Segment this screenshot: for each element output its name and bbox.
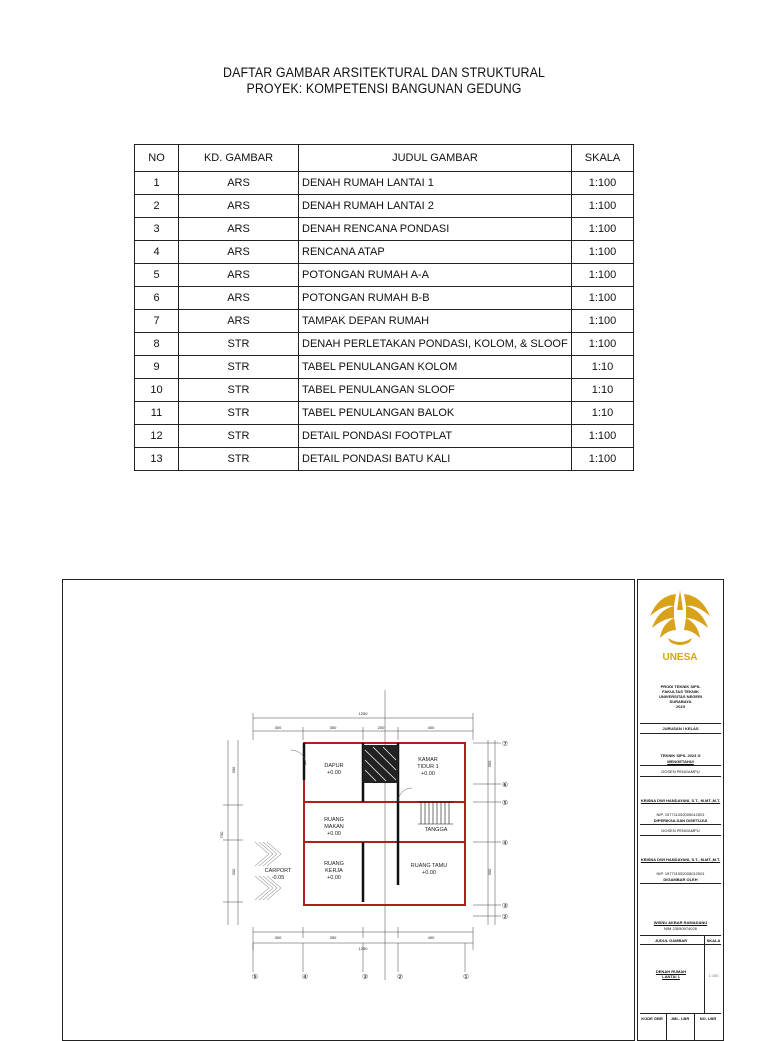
cell-judul: DENAH RUMAH LANTAI 1	[299, 172, 572, 195]
room-label-ruang-kerja-2: KERJA	[325, 868, 343, 874]
title-line-2: PROYEK: KOMPETENSI BANGUNAN GEDUNG	[246, 81, 522, 96]
dim-left-total: 700	[219, 831, 224, 839]
grid-label-bottom: ③	[361, 974, 369, 981]
dim-bot-d: 400	[427, 935, 435, 940]
cell-judul: DETAIL PONDASI BATU KALI	[299, 448, 572, 471]
cell-no: 9	[135, 356, 179, 379]
cell-skala: 1:100	[572, 333, 634, 356]
grid-label-bottom: ①	[462, 974, 470, 981]
table-row	[135, 379, 634, 402]
cell-skala: 1:100	[572, 425, 634, 448]
room-label-tidur: TIDUR 1	[417, 764, 439, 770]
cell-kd: ARS	[179, 264, 299, 287]
judul-gambar-value-2: LANTAI 1	[662, 974, 680, 979]
table-row	[135, 241, 634, 264]
table-row	[135, 264, 634, 287]
cell-judul: DETAIL PONDASI FOOTPLAT	[299, 425, 572, 448]
skala-value: 1:100	[708, 973, 719, 978]
cell-no: 3	[135, 218, 179, 241]
judul-gambar-label: JUDUL GAMBAR	[654, 938, 688, 943]
grid-label-right: ③	[501, 903, 509, 910]
table-row	[135, 195, 634, 218]
unesa-logo	[638, 580, 723, 665]
cell-no: 11	[135, 402, 179, 425]
grid-label-bottom: ④	[301, 974, 309, 981]
cell-no: 7	[135, 310, 179, 333]
cell-skala: 1:100	[572, 218, 634, 241]
table-row	[135, 310, 634, 333]
room-level-ruang-tamu: +0.00	[422, 870, 436, 876]
table-row	[135, 218, 634, 241]
cell-kd: ARS	[179, 241, 299, 264]
cell-kd: ARS	[179, 172, 299, 195]
cell-no: 13	[135, 448, 179, 471]
cell-kd: STR	[179, 425, 299, 448]
dim-top-b: 350	[329, 725, 337, 730]
cell-skala: 1:100	[572, 310, 634, 333]
cell-skala: 1:100	[572, 287, 634, 310]
col-header-no: NO	[135, 145, 179, 172]
room-label-ruang-makan-1: RUANG	[324, 817, 344, 823]
diperiksa-label: DIPERIKSA DAN DISETUJUI	[653, 818, 708, 823]
dosen2-name: KRISNA DWI HANDAYANI, S.T., M.MT.,M.T.	[640, 857, 721, 862]
cell-skala: 1:100	[572, 195, 634, 218]
table-row	[135, 172, 634, 195]
prodi-line-2: FAKULTAS TEKNIK	[662, 689, 699, 694]
prodi-line-3: UNIVERSITAS NEGERI	[658, 694, 703, 699]
logo-text: UNESA	[662, 652, 698, 663]
dim-top-d: 400	[427, 725, 435, 730]
cell-skala: 1:100	[572, 172, 634, 195]
table-header-row	[135, 145, 634, 172]
jurusan-label: JURUSAN / KELAS	[662, 726, 699, 731]
dim-total-bottom: 1250	[358, 946, 368, 951]
dosen1-name: KRISNA DWI HANDAYANI, S.T., M.MT.,M.T.	[640, 798, 721, 803]
dim-top-c: 200	[377, 725, 385, 730]
title-line-1: DAFTAR GAMBAR ARSITEKTURAL DAN STRUKTURAL	[223, 65, 545, 80]
room-level-ruang-kerja: +0.00	[327, 875, 341, 881]
cell-judul: DENAH RUMAH LANTAI 2	[299, 195, 572, 218]
room-label-kamar: KAMAR	[418, 757, 438, 763]
room-level-kamar: +0.00	[421, 771, 435, 777]
table-row	[135, 356, 634, 379]
cell-judul: TABEL PENULANGAN SLOOF	[299, 379, 572, 402]
dim-left-a: 300	[231, 766, 236, 774]
cell-kd: ARS	[179, 287, 299, 310]
cell-judul: POTONGAN RUMAH A-A	[299, 264, 572, 287]
cell-no: 2	[135, 195, 179, 218]
col-header-skala: SKALA	[572, 145, 634, 172]
cell-skala: 1:10	[572, 379, 634, 402]
cell-skala: 1:10	[572, 402, 634, 425]
prodi-line-5: 2023	[676, 704, 685, 709]
dim-right-b: 300	[487, 868, 492, 876]
room-level-dapur: +0.00	[327, 770, 341, 776]
cell-no: 8	[135, 333, 179, 356]
cell-judul: TABEL PENULANGAN BALOK	[299, 402, 572, 425]
dosen2-label: DOSEN PENGAMPU	[661, 828, 700, 833]
jurusan-value: TEKNIK SIPIL 2023 G	[660, 753, 701, 758]
cell-judul: DENAH RENCANA PONDASI	[299, 218, 572, 241]
prodi-line-1: PRODI TEKNIK SIPIL	[660, 684, 701, 689]
grid-label-right: ②	[501, 914, 509, 921]
dosen1-label: DOSEN PENGAMPU	[661, 769, 700, 774]
room-label-ruang-kerja-1: RUANG	[324, 861, 344, 867]
cell-no: 4	[135, 241, 179, 264]
grid-label-right: ⑤	[501, 800, 509, 807]
dim-left-b: 300	[231, 868, 236, 876]
cell-skala: 1:100	[572, 448, 634, 471]
dim-top-a: 300	[274, 725, 282, 730]
jml-lbr-label: JML. LBR	[670, 1016, 690, 1021]
grid-label-bottom: ②	[396, 974, 404, 981]
dosen1-nip: NIP. 197711052005012001	[656, 812, 705, 817]
table-row	[135, 402, 634, 425]
cell-kd: ARS	[179, 218, 299, 241]
digambar-label: DIGAMBAR OLEH	[663, 877, 698, 882]
drafter-nim: NIM 23050974026	[664, 926, 697, 931]
room-label-dapur: DAPUR	[324, 763, 344, 769]
col-header-judul-gambar: JUDUL GAMBAR	[299, 145, 572, 172]
cell-kd: STR	[179, 356, 299, 379]
grid-label-right: ⑦	[501, 741, 509, 748]
kode-gbr-label: KODE GBR	[641, 1016, 663, 1021]
cell-kd: STR	[179, 402, 299, 425]
table-row	[135, 287, 634, 310]
col-header-kd-gambar: KD. GAMBAR	[179, 145, 299, 172]
cell-kd: STR	[179, 379, 299, 402]
cell-judul: TABEL PENULANGAN KOLOM	[299, 356, 572, 379]
table-row	[135, 333, 634, 356]
grid-label-right: ⑥	[501, 782, 509, 789]
cell-kd: STR	[179, 333, 299, 356]
cell-judul: RENCANA ATAP	[299, 241, 572, 264]
dosen2-nip: NIP. 197711052005012001	[656, 871, 705, 876]
no-lbr-label: NO. LBR	[699, 1016, 717, 1021]
floor-plan-drawing	[63, 580, 634, 1040]
dim-bot-b: 350	[329, 935, 337, 940]
room-label-carport: CARPORT	[264, 868, 292, 874]
cell-judul: POTONGAN RUMAH B-B	[299, 287, 572, 310]
skala-label: SKALA	[706, 938, 721, 943]
drafter-name: WISNU AKBAR RAMADANU	[653, 920, 708, 925]
judul-gambar-value-1: DENAH RUMAH	[655, 969, 687, 974]
mengetahui-label: MENGETAHUI	[667, 759, 694, 764]
drawing-list-table	[134, 144, 634, 471]
cell-skala: 1:100	[572, 241, 634, 264]
cell-kd: ARS	[179, 195, 299, 218]
cell-skala: 1:100	[572, 264, 634, 287]
table-row	[135, 448, 634, 471]
room-level-carport: -0.05	[271, 875, 285, 881]
cell-no: 1	[135, 172, 179, 195]
room-label-tangga: TANGGA	[424, 827, 448, 833]
cell-no: 5	[135, 264, 179, 287]
grid-label-right: ④	[501, 840, 509, 847]
room-label-ruang-makan-2: MAKAN	[324, 824, 344, 830]
cell-no: 12	[135, 425, 179, 448]
drawing-sheet	[62, 579, 635, 1041]
dim-total-top: 1250	[358, 711, 368, 716]
dim-right-a: 300	[487, 760, 492, 768]
cell-kd: STR	[179, 448, 299, 471]
cell-judul: DENAH PERLETAKAN PONDASI, KOLOM, & SLOOF	[299, 333, 572, 356]
prodi-line-4: SURABAYA	[669, 699, 692, 704]
cell-no: 10	[135, 379, 179, 402]
cell-no: 6	[135, 287, 179, 310]
cell-kd: ARS	[179, 310, 299, 333]
grid-label-bottom: ⑤	[251, 974, 259, 981]
table-row	[135, 425, 634, 448]
title-block	[637, 579, 724, 1041]
room-level-ruang-makan: +0.00	[327, 831, 341, 837]
cell-skala: 1:10	[572, 356, 634, 379]
dim-bot-a: 300	[274, 935, 282, 940]
room-label-ruang-tamu: RUANG TAMU	[410, 863, 448, 869]
cell-judul: TAMPAK DEPAN RUMAH	[299, 310, 572, 333]
